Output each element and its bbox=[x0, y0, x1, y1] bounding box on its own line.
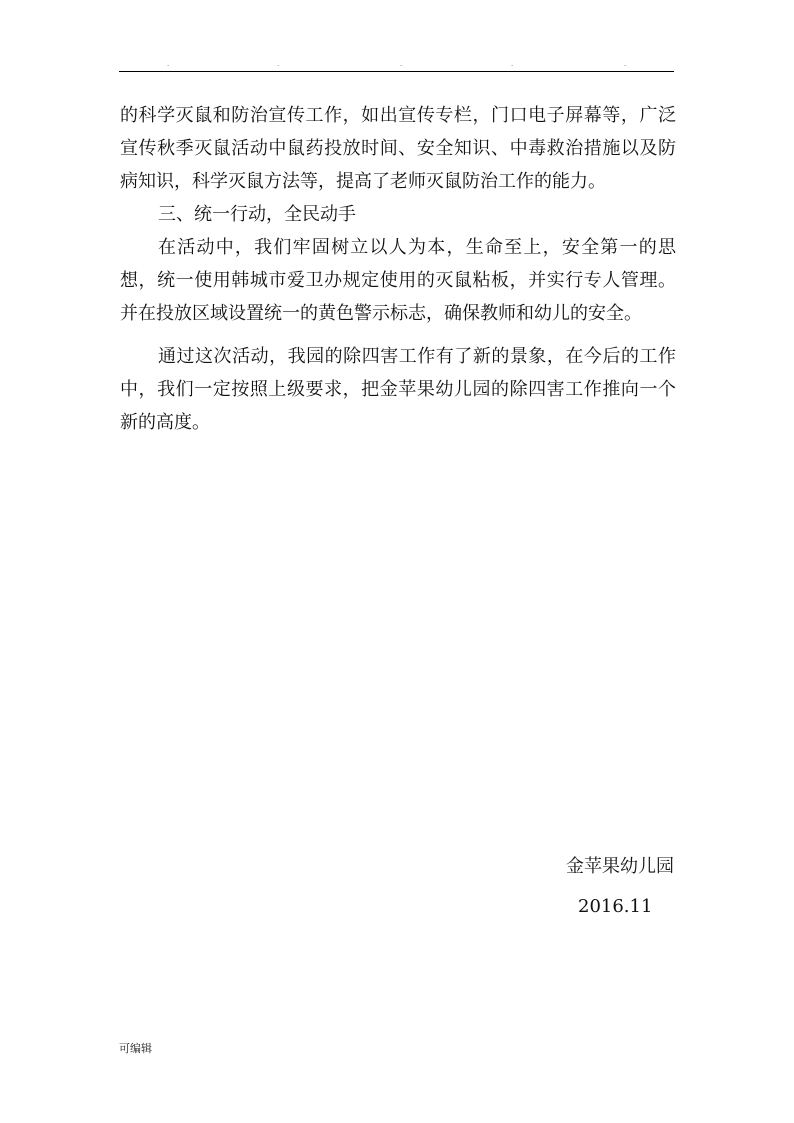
header-dots bbox=[119, 60, 674, 70]
footer-editable-label: 可编辑 bbox=[119, 1042, 152, 1055]
header-dot: . bbox=[167, 60, 170, 68]
header-dot: . bbox=[277, 60, 280, 68]
header-dot: . bbox=[511, 60, 514, 68]
header-dot: . bbox=[624, 60, 627, 68]
section-heading: 三、统一行动，全民动手 bbox=[158, 204, 356, 225]
paragraph-continuation: 的科学灭鼠和防治宣传工作，如出宣传专栏，门口电子屏幕等，广泛宣传秋季灭鼠活动中鼠药投放时间、安全知识、中毒救治措施以及防病知识，科学灭鼠方法等，提高了老师灭鼠防治工作的能力。 bbox=[120, 105, 676, 192]
signature-date: 2016.11 bbox=[578, 896, 653, 917]
paragraph: 在活动中，我们牢固树立以人为本，生命至上，安全第一的思想，统一使用韩城市爱卫办规定使用的灭鼠粘板，并实行专人管理。并在投放区域设置统一的黄色警示标志，确保教师和幼儿的安全。 bbox=[120, 237, 676, 324]
paragraph: 通过这次活动，我园的除四害工作有了新的景象，在今后的工作中，我们一定按照上级要求，把金苹果幼儿园的除四害工作推向一个新的高度。 bbox=[120, 346, 676, 433]
signature-organization: 金苹果幼儿园 bbox=[566, 856, 674, 877]
document-body bbox=[120, 99, 676, 439]
header-dot: . bbox=[400, 60, 403, 68]
header-divider bbox=[119, 71, 674, 72]
